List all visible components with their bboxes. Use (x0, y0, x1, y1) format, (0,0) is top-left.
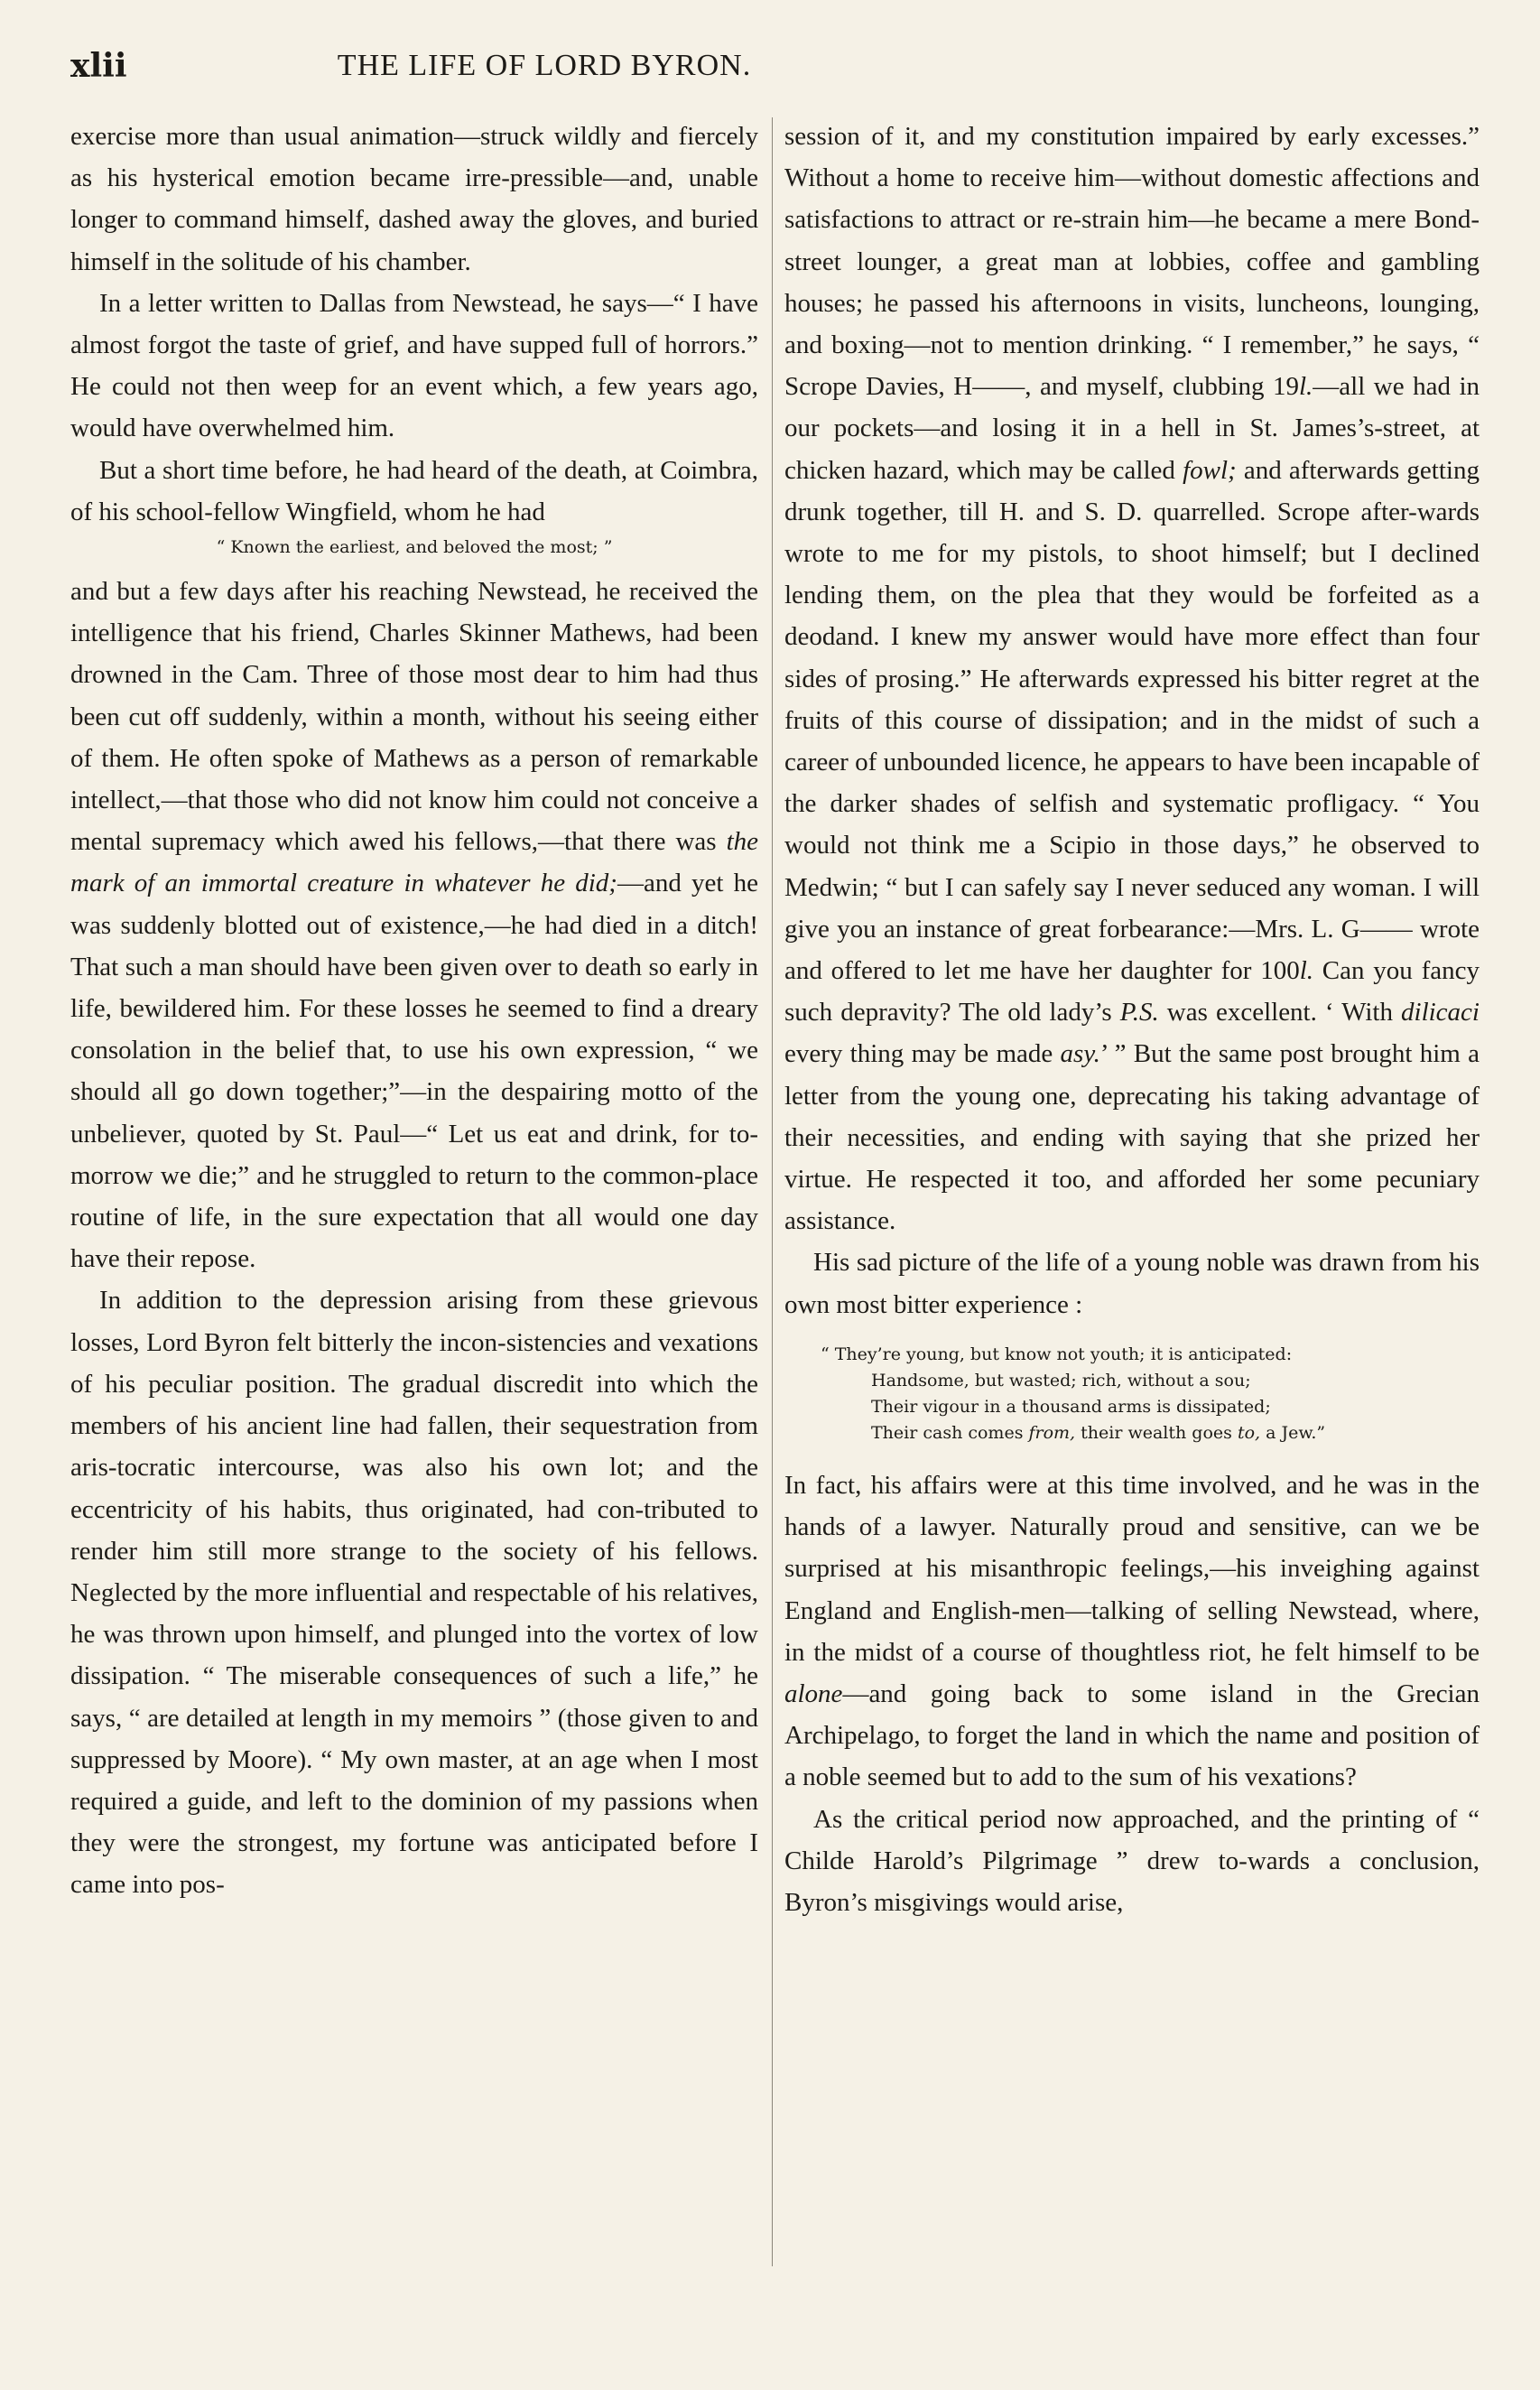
text-span: and afterwards getting drunk together, till H. and S. D. quarrelled. Scrope after-wards wrote to me for my pistols, to shoot himself; but I declined lending them, on the plea that they would be forfeited as a deodand. I knew my answer would have more effect than four sides of prosing.” He afterwards expressed his bitter regret at the fruits of this course of dissipation; and in the midst of such a career of unbounded licence, he appears to have been incapable of the darker shades of selfish and systematic profligacy. “ You would not think me a Scipio in those days,” he observed to Medwin; “ but I can safely say I never seduced any woman. I will give you an instance of great forbearance:—Mrs. L. G—— wrote and offered to let me have her daughter for 100 (784, 455, 1480, 986)
italic-span: fowl; (1183, 455, 1237, 485)
right-column (784, 116, 1480, 1923)
italic-span: alone (784, 1679, 843, 1708)
text-span: In fact, his affairs were at this time involved, and he was in the hands of a lawyer. Naturally proud and sensitive, can we be surprised at his misanthropic feelings,—his inveighing against England and English-men—talking of selling Newstead, where, in the midst of a course of thoughtless riot, he felt himself to be (784, 1470, 1480, 1667)
text-span: their wealth goes (1075, 1422, 1238, 1443)
text-span: ’ ” But the same post brought him a letter from the young one, deprecating his taking advantage of their necessities, and ending with saying that she prized her virtue. He respected it too, and afforded her some pecuniary assistance. (784, 1039, 1480, 1236)
text-span: Can you fancy such depravity? The old lady’s (784, 956, 1480, 1028)
text-span: —and yet he was suddenly blotted out of existence,—he had died in a ditch! That such a man should have been given over to death so early in life, bewildered him. For these losses he seemed to find a dreary consolation in the belief that, to use his own expression, “ we should all go down together;”—in the despairing motto of the unbeliever, quoted by St. Paul—“ Let us eat and drink, for to-morrow we die;” and he struggled to return to the common-place routine of life, in the sure expectation that all would one day have their repose. (70, 869, 758, 1274)
page-header (70, 47, 1018, 92)
paragraph: exercise more than usual animation—struck wildly and fiercely as his hysterical emotion became irre-pressible—and, unable longer to command himself, dashed away the gloves, and buried himself in the solitude of his chamber. (70, 122, 758, 276)
paragraph (784, 116, 1480, 1241)
paragraph (784, 1465, 1480, 1799)
verse-line: “ They’re young, but know not youth; it is anticipated: (821, 1344, 1293, 1364)
verse-block (821, 1342, 1480, 1446)
italic-span: to, (1237, 1422, 1261, 1443)
italic-span: from, (1028, 1422, 1076, 1443)
italic-span: asy. (1060, 1039, 1100, 1069)
text-span: was excellent. ‘ With (1158, 998, 1402, 1028)
paragraph: But a short time before, he had heard of the death, at Coimbra, of his school-fellow Wingfield, whom he had (70, 455, 758, 526)
text-span: —and going back to some island in the Grecian Archipelago, to forget the land in which the name and position of a noble seemed but to add to the sum of his vexations? (784, 1679, 1480, 1792)
paragraph (70, 571, 758, 1279)
page-number: xlii (70, 47, 127, 85)
block-quote: “ Known the earliest, and beloved the most; ” (216, 537, 613, 558)
text-span: —all we had in our pockets—and losing it in a hell in St. James’s-street, at chicken hazard, which may be called (784, 372, 1480, 485)
column-divider (772, 117, 773, 2266)
text-span: session of it, and my constitution impaired by early excesses.” Without a home to receive him—without domestic affections and satisfactions to attract or re-strain him—he became a mere Bond-street lounger, a great man at lobbies, coffee and gambling houses; he passed his afternoons in visits, luncheons, lounging, and boxing—not to mention drinking. “ I remember,” he says, “ Scrope Davies, H——, and myself, clubbing 19 (784, 122, 1480, 402)
paragraph: His sad picture of the life of a young noble was drawn from his own most bitter experience : (784, 1248, 1480, 1319)
text-span: a Jew.” (1260, 1422, 1326, 1443)
text-span: Their cash comes (871, 1422, 1029, 1443)
text-span: and but a few days after his reaching Newstead, he received the intelligence that his friend, Charles Skinner Mathews, had been drowned in the Cam. Three of those most dear to him had thus been cut off suddenly, within a month, without his seeing either of them. He often spoke of Mathews as a person of remarkable intellect,—that those who did not know him could not conceive a mental supremacy which awed his fellows,—that there was (70, 577, 758, 857)
italic-span: P.S. (1119, 998, 1159, 1028)
italic-span: l. (1299, 956, 1314, 986)
paragraph: In a letter written to Dallas from Newstead, he says—“ I have almost forgot the taste of grief, and have supped full of horrors.” He could not then weep for an event which, a few years ago, would have overwhelmed him. (70, 288, 758, 443)
verse-line (821, 1420, 1480, 1446)
italic-span: the mark of an immortal creature in whatever he did; (70, 827, 758, 898)
paragraph: As the critical period now approached, and the printing of “ Childe Harold’s Pilgrimage ” drew to-wards a conclusion, Byron’s misgivings would arise, (784, 1804, 1480, 1917)
verse-line: Handsome, but wasted; rich, without a sou; (871, 1370, 1251, 1390)
verse-line: Their vigour in a thousand arms is dissipated; (871, 1396, 1271, 1417)
running-title: THE LIFE OF LORD BYRON. (337, 49, 752, 82)
paragraph: In addition to the depression arising from these grievous losses, Lord Byron felt bitterly the incon-sistencies and vexations of his peculiar position. The gradual discredit into which the members of his ancient line had fallen, their sequestration from aris-tocratic intercourse, was also his own lot; and the eccentricity of his habits, thus originated, had con-tributed to render him still more strange to the society of his fellows. Neglected by the more influential and respectable of his relatives, he was thrown upon himself, and plunged into the vortex of low dissipation. “ The miserable consequences of such a life,” he says, “ are detailed at length in my memoirs ” (those given to and suppressed by Moore). “ My own master, at an age when I most required a guide, and left to the dominion of my passions when they were the strongest, my fortune was anticipated before I came into pos- (70, 1286, 758, 1900)
text-span: every thing may be made (784, 1039, 1061, 1069)
italic-span: l. (1298, 372, 1313, 402)
left-column (70, 116, 758, 1906)
italic-span: dilicaci (1401, 998, 1480, 1028)
